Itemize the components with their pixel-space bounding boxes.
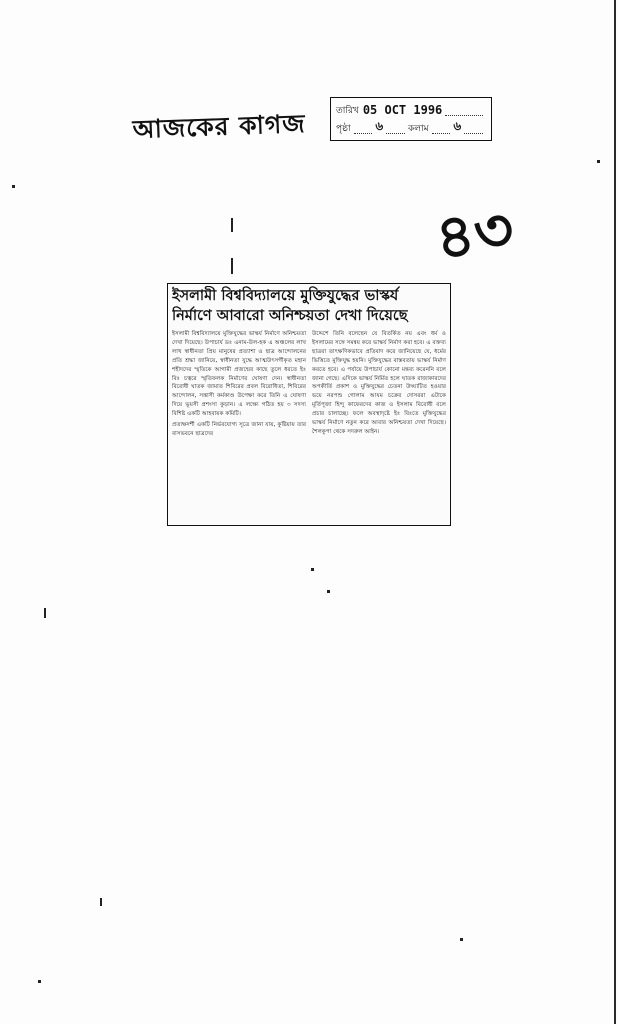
article-headline — [172, 286, 446, 326]
scan-speck — [597, 160, 600, 163]
headline-line-2: নির্মাণে আবারো অনিশ্চয়তা দেখা দিয়েছে — [172, 308, 408, 324]
stamp-dotted-line — [445, 105, 483, 116]
newspaper-clipping — [167, 283, 451, 526]
scan-speck — [460, 938, 463, 941]
scan-speck — [311, 568, 314, 571]
headline-line-1: ইসলামী বিশ্ববিদ্যালয়ে মুক্তিযুদ্ধের ভাস্কর্য — [172, 288, 399, 304]
stamp-dotted-line — [432, 123, 451, 134]
article-body — [172, 330, 446, 441]
stamp-dotted-line — [386, 123, 405, 134]
article-column-right — [312, 330, 446, 441]
stamp-date-row — [336, 101, 486, 119]
stamp-column-label: কলাম — [408, 123, 429, 134]
stamp-page-label: পৃষ্ঠা — [336, 123, 351, 134]
scan-speck — [44, 608, 46, 618]
newspaper-masthead: আজকের কাগজ — [132, 108, 307, 144]
stamp-dotted-line — [464, 123, 483, 134]
scan-speck — [100, 898, 102, 906]
article-column-left — [172, 330, 306, 441]
scan-speck — [231, 218, 233, 232]
stamp-date-label: তারিখ — [336, 105, 359, 116]
scan-speck — [38, 980, 41, 983]
stamp-column-value: ৬ — [453, 119, 462, 133]
stamp-dotted-line — [354, 123, 373, 134]
scan-speck — [231, 258, 233, 274]
page-edge — [614, 0, 616, 1024]
scan-speck — [12, 185, 15, 188]
stamp-page-row — [336, 119, 486, 137]
article-paragraph: প্রত্যক্ষদর্শী একটি নির্ভরযোগ্য সূত্রে জানা যায়, কুষ্টিয়ায় তার বাসভবনে ছাত্রদের — [172, 422, 306, 437]
article-paragraph: উদ্দেশে তিনি বলেছেন যে বিতর্কিত নয় এবং ধর্ম ও ইসলামের সঙ্গে সমন্বয় করে ভাস্কর্য নির্মাণ করা হবে। এ বক্তব্য ছাত্ররা তাৎক্ষণিকভাবে প্রতিবাদ করে জানিয়েছে যে, ধর্মের ভিত্তিতে মুক্তিযুদ্ধ হয়নি। মুক্তিযুদ্ধের বাস্তবতায় ভাস্কর্য নির্মাণ করতে হবে। এ পর্যায়ে উপাচার্য কোনো মন্তব্য করেননি বলে জানা গেছে। এদিকে ভাস্কর্য নির্মিত হলে ঘাতক রাজাকারদের অপকীর্তি প্রকাশ ও মুক্তিযুদ্ধের চেতনা উদ্ঘাটিত হওয়ার ভয়ে নরপশু গোলাম আযম চক্রের দোসররা এটাকে মূর্তিপূজা হিন্দু কাফেরদের কাজ ও ইসলাম বিরোধী বলে প্রচার চালাচ্ছে। ফলে অবস্থাদৃষ্টে ইঃ বিঃতে মুক্তিযুদ্ধের ভাস্কর্য নির্মাণে নতুন করে আবার অনিশ্চয়তা দেখা দিয়েছে। শৈলকুপা থেকে সদরুল আইন। — [312, 331, 446, 435]
article-paragraph: ইসলামী বিশ্ববিদ্যালয়ে মুক্তিযুদ্ধের ভাস্কর্য নির্মাণে অনিশ্চয়তা দেখা দিয়েছে। উপাচার্য ডঃ এনাম-উল-হক এ অঞ্চলের লাখ লাখ স্বাধীনতা প্রিয় মানুষের প্রত্যাশা ও ছাত্র আন্দোলনের প্রতি শ্রদ্ধা জানিয়ে, স্বাধীনতা যুদ্ধে আত্মউৎসর্গীকৃত মহান শহীদদের স্মৃতিকে আগামী প্রজন্মের কাছে তুলে ধরতে ইঃ বিঃ চত্বরে স্মৃতিফলক নির্মাণের ঘোষণা দেন। স্বাধীনতা বিরোধী ঘাতক জামাত শিবিরের প্রবল বিরোধিতা, শিবিরের আন্দোলন, সন্ত্রাসী কর্মকাণ্ড উপেক্ষা করে তিনি এ ঘোষণা দিয়ে ভূয়সী প্রশংসা কুড়ান। এ লক্ষ্যে গঠিত হয় ৩ সদস্য বিশিষ্ট একটি আহবায়ক কমিটি। — [172, 331, 306, 418]
stamp-date-value: 05 OCT 1996 — [362, 103, 443, 117]
stamp-page-value: ৬ — [375, 119, 384, 133]
handwritten-page-number: ৪৩ — [430, 193, 518, 275]
scan-speck — [327, 590, 330, 593]
archive-stamp — [330, 97, 492, 141]
